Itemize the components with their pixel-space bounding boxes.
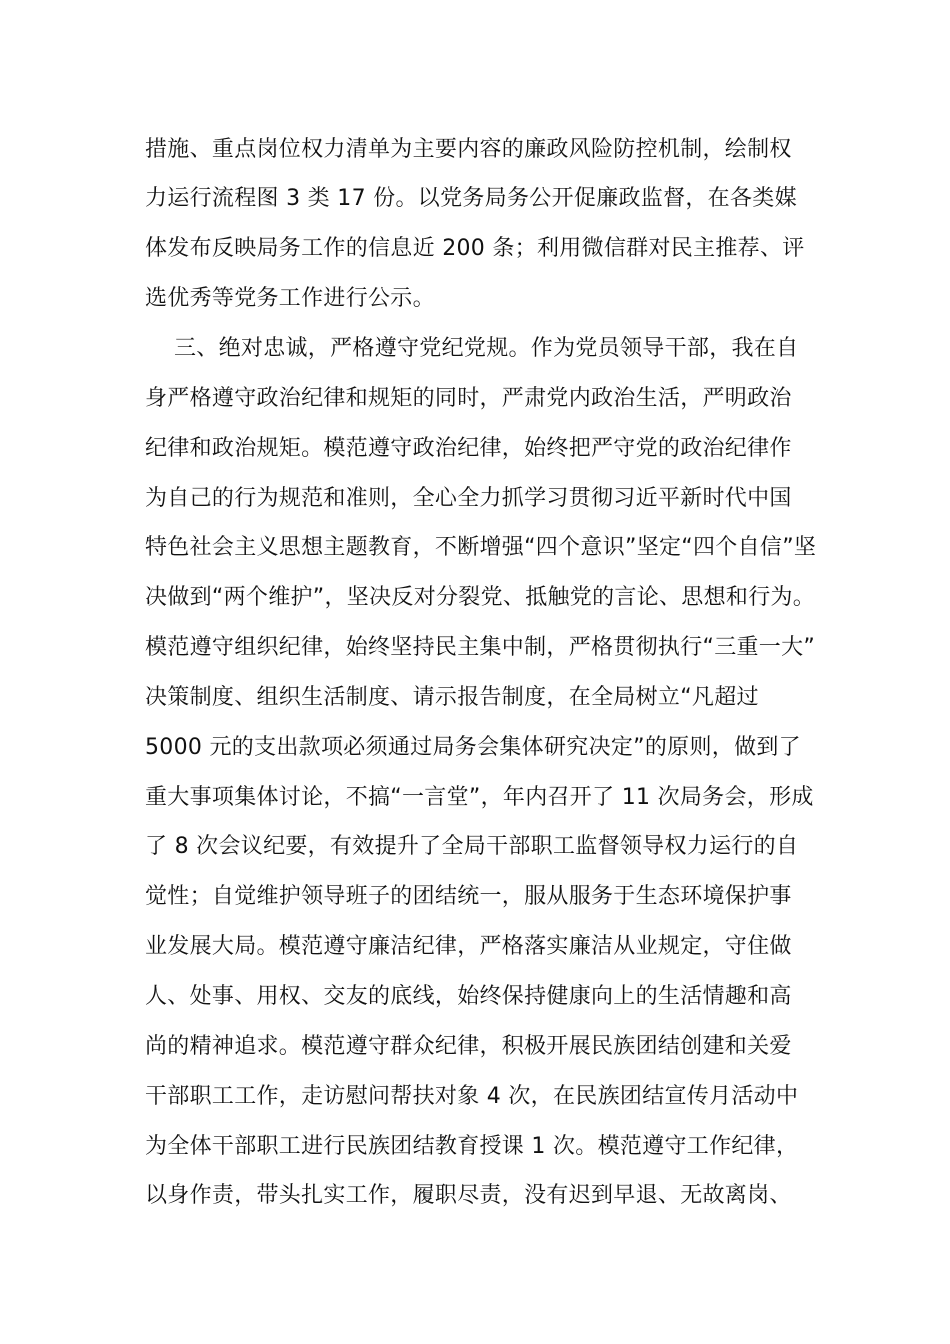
text-line: 人、处事、用权、交友的底线，始终保持健康向上的生活情趣和高 [145,984,792,1009]
text-line: 以身作责，带头扎实工作，履职尽责，没有迟到早退、无故离岗、 [145,1183,792,1208]
text-line: 决策制度、组织生活制度、请示报告制度，在全局树立“凡超过 [145,685,759,710]
text-line: 为全体干部职工进行民族团结教育授课 1 次。模范遵守工作纪律， [145,1134,799,1159]
text-line: 力运行流程图 3 类 17 份。以党务局务公开促廉政监督，在各类媒 [145,186,797,211]
text-line: 选优秀等党务工作进行公示。 [145,286,435,311]
paragraph-first-line: 三、绝对忠诚，严格遵守党纪党规。作为党员领导干部，我在自 [174,336,799,361]
text-line: 身严格遵守政治纪律和规矩的同时，严肃党内政治生活，严明政治 [145,386,792,411]
text-line: 措施、重点岗位权力清单为主要内容的廉政风险防控机制，绘制权 [145,137,792,162]
text-line: 为自己的行为规范和准则，全心全力抓学习贯彻习近平新时代中国 [145,486,792,511]
text-line: 业发展大局。模范遵守廉洁纪律，严格落实廉洁从业规定，守住做 [145,934,792,959]
text-line: 5000 元的支出款项必须通过局务会集体研究决定”的原则，做到了 [145,735,801,760]
text-line: 模范遵守组织纪律，始终坚持民主集中制，严格贯彻执行“三重一大” [145,635,816,660]
text-line: 重大事项集体讨论，不搞“一言堂”，年内召开了 11 次局务会，形成 [145,785,814,810]
text-line: 纪律和政治规矩。模范遵守政治纪律，始终把严守党的政治纪律作 [145,436,792,461]
text-line: 特色社会主义思想主题教育，不断增强“四个意识”坚定“四个自信”坚 [145,535,817,560]
text-line: 了 8 次会议纪要，有效提升了全局干部职工监督领导权力运行的自 [145,834,799,859]
text-line: 体发布反映局务工作的信息近 200 条；利用微信群对民主推荐、评 [145,236,805,261]
text-line: 干部职工工作，走访慰问帮扶对象 4 次，在民族团结宣传月活动中 [145,1084,799,1109]
text-line: 决做到“两个维护”，坚决反对分裂党、抵触党的言论、思想和行为。 [145,585,816,610]
text-line: 尚的精神追求。模范遵守群众纪律，积极开展民族团结创建和关爱 [145,1034,792,1059]
text-line: 觉性；自觉维护领导班子的团结统一，服从服务于生态环境保护事 [145,884,792,909]
